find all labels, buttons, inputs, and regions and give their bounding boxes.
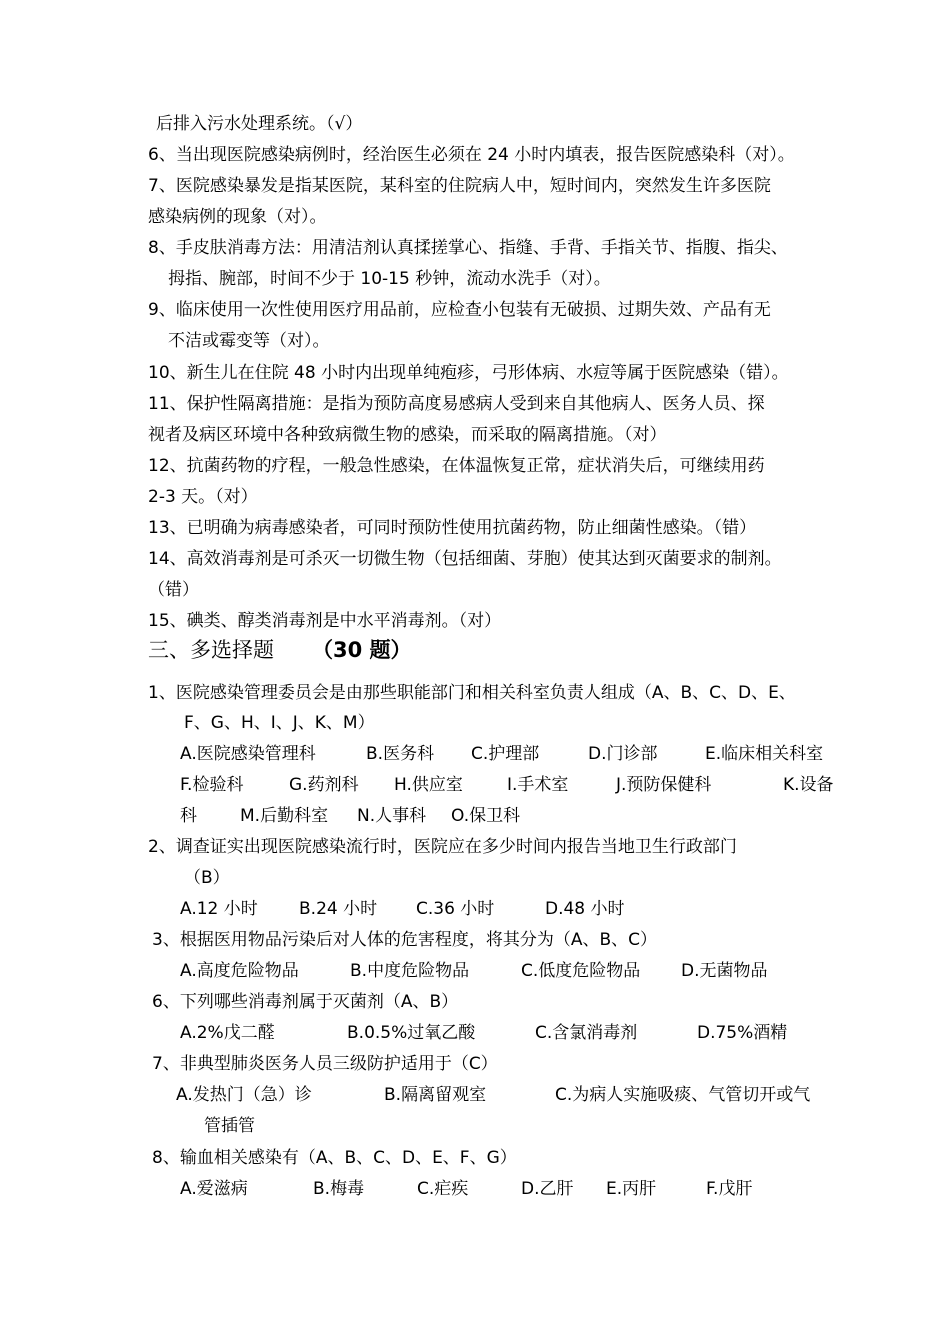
q6-stem: 6、下列哪些消毒剂属于灭菌剂（A、B） [152, 992, 459, 1012]
q7-stem: 7、非典型肺炎医务人员三级防护适用于（C） [152, 1054, 498, 1074]
tf-item-15: 15、碘类、醇类消毒剂是中水平消毒剂。（对） [148, 611, 502, 631]
q3-option-d: D.无菌物品 [681, 961, 768, 981]
tf-item-12: 12、抗菌药物的疗程，一般急性感染，在体温恢复正常，症状消失后，可继续用药 [148, 456, 765, 476]
tf-item-7-cont: 感染病例的现象（对）。 [148, 207, 327, 227]
q7-option-b: B.隔离留观室 [384, 1085, 487, 1105]
q7-option-c: C.为病人实施吸痰、气管切开或气 [555, 1085, 811, 1105]
q1-stem: 1、医院感染管理委员会是由那些职能部门和相关科室负责人组成（A、B、C、D、E、 [148, 683, 796, 703]
q6-option-b: B.0.5%过氧乙酸 [347, 1023, 476, 1043]
q6-option-a: A.2%戊二醛 [180, 1023, 275, 1043]
q2-option-a: A.12 小时 [180, 899, 258, 919]
q1-option-g: G.药剂科 [289, 775, 359, 795]
q1-option-c: C.护理部 [471, 744, 540, 764]
tf-item-9-cont: 不洁或霉变等（对）。 [168, 331, 330, 351]
q1-option-j: J.预防保健科 [616, 775, 712, 795]
q8-option-b: B.梅毒 [313, 1179, 365, 1199]
tf-item-10: 10、新生儿在住院 48 小时内出现单纯疱疹，弓形体病、水痘等属于医院感染（错）。 [148, 363, 789, 383]
tf-item-7: 7、医院感染暴发是指某医院，某科室的住院病人中，短时间内，突然发生许多医院 [148, 176, 771, 196]
tf-item-8: 8、手皮肤消毒方法：用清洁剂认真揉搓掌心、指缝、手背、手指关节、指腹、指尖、 [148, 238, 788, 258]
q7-option-c-cont: 管插管 [204, 1116, 255, 1136]
q8-option-a: A.爱滋病 [180, 1179, 248, 1199]
section-count: （30 题） [312, 638, 412, 662]
q8-option-d: D.乙肝 [521, 1179, 574, 1199]
tf-item-9: 9、临床使用一次性使用医疗用品前，应检查小包装有无破损、过期失效、产品有无 [148, 300, 771, 320]
q2-stem: 2、调查证实出现医院感染流行时，医院应在多少时间内报告当地卫生行政部门 [148, 837, 737, 857]
q3-option-c: C.低度危险物品 [521, 961, 641, 981]
q1-option-a: A.医院感染管理科 [180, 744, 316, 764]
q1-option-f: F.检验科 [180, 775, 244, 795]
q1-option-k: K.设备 [783, 775, 834, 795]
q7-option-a: A.发热门（急）诊 [176, 1085, 312, 1105]
q8-option-e: E.丙肝 [606, 1179, 657, 1199]
q1-option-e: E.临床相关科室 [705, 744, 824, 764]
q1-option-o: O.保卫科 [451, 806, 521, 826]
q3-option-a: A.高度危险物品 [180, 961, 299, 981]
q6-option-d: D.75%酒精 [697, 1023, 788, 1043]
q8-option-f: F.戊肝 [706, 1179, 753, 1199]
q3-option-b: B.中度危险物品 [350, 961, 470, 981]
tf-item-11: 11、保护性隔离措施：是指为预防高度易感病人受到来自其他病人、医务人员、探 [148, 394, 765, 414]
q2-option-d: D.48 小时 [545, 899, 625, 919]
tf-item-6: 6、当出现医院感染病例时，经治医生必须在 24 小时内填表，报告医院感染科（对）。 [148, 145, 795, 165]
q8-stem: 8、输血相关感染有（A、B、C、D、E、F、G） [152, 1148, 517, 1168]
q1-option-b: B.医务科 [366, 744, 435, 764]
q8-option-c: C.疟疾 [417, 1179, 469, 1199]
tf-item-14-cont: （错） [148, 580, 199, 600]
tf-item-8-cont: 拇指、腕部，时间不少于 10-15 秒钟，流动水洗手（对）。 [168, 269, 611, 289]
tf-item-13: 13、已明确为病毒感染者，可同时预防性使用抗菌药物，防止细菌性感染。（错） [148, 518, 757, 538]
q1-option-m: M.后勤科室 [240, 806, 329, 826]
q2-stem-cont: （B） [184, 868, 230, 888]
q1-option-i: I.手术室 [507, 775, 569, 795]
q3-stem: 3、根据医用物品污染后对人体的危害程度，将其分为（A、B、C） [152, 930, 657, 950]
q1-option-h: H.供应室 [394, 775, 463, 795]
tf-item-14: 14、高效消毒剂是可杀灭一切微生物（包括细菌、芽胞）使其达到灭菌要求的制剂。 [148, 549, 782, 569]
q1-option-d: D.门诊部 [588, 744, 658, 764]
tf-line-5-cont: 后排入污水处理系统。（√） [156, 114, 363, 134]
section-title: 三、多选择题 [148, 638, 274, 662]
q2-option-b: B.24 小时 [299, 899, 378, 919]
q1-option-k-cont: 科 [180, 806, 197, 826]
tf-item-11-cont: 视者及病区环境中各种致病微生物的感染，而采取的隔离措施。（对） [148, 425, 667, 445]
q1-option-n: N.人事科 [357, 806, 427, 826]
q2-option-c: C.36 小时 [416, 899, 495, 919]
section-heading [148, 636, 412, 664]
q6-option-c: C.含氯消毒剂 [535, 1023, 638, 1043]
tf-item-12-cont: 2-3 天。（对） [148, 487, 258, 507]
q1-stem-cont: F、G、H、I、J、K、M） [184, 713, 375, 733]
